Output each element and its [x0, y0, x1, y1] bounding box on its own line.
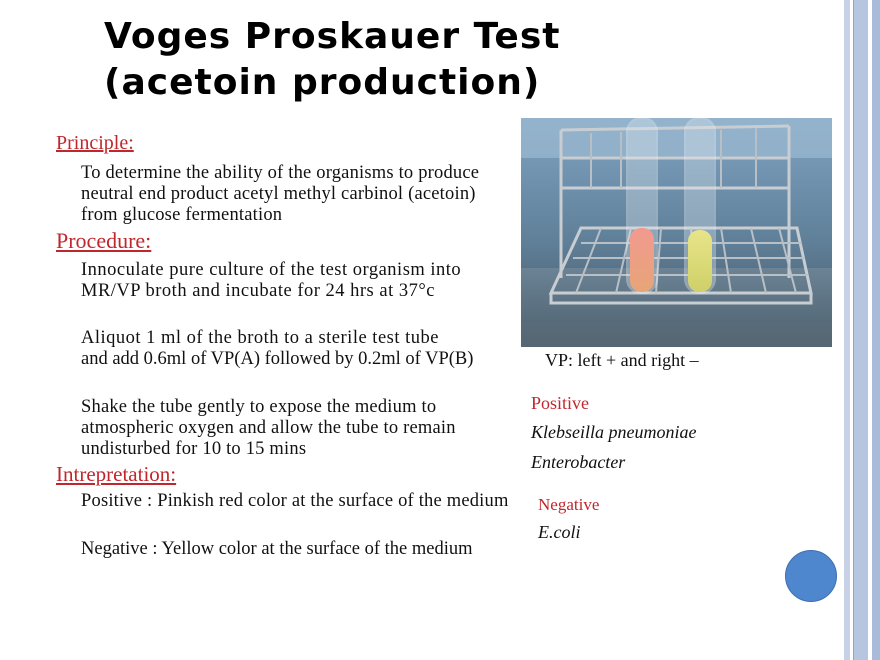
procedure-step-2b: and add 0.6ml of VP(A) followed by 0.2ml of VP(B) [81, 349, 474, 369]
test-tube-photo [521, 118, 832, 347]
decorative-border-stripe [844, 0, 850, 660]
procedure-heading: Procedure: [56, 228, 152, 253]
positive-label: Positive [531, 393, 590, 413]
procedure-step-3: Shake the tube gently to expose the medium to atmospheric oxygen and allow the tube to remain undisturbed for 10 to 15 mins [81, 397, 456, 459]
positive-organism: Enterobacter [531, 452, 626, 472]
positive-organism: Klebseilla pneumoniae [531, 422, 697, 442]
negative-organism: E.coli [538, 522, 581, 542]
title-line-1: Voges Proskauer Test [104, 16, 561, 57]
slide-title [104, 14, 664, 106]
principle-text: To determine the ability of the organisms to produce neutral end product acetyl methyl carbinol (acetoin) from glucose fermentation [81, 163, 480, 225]
image-caption: VP: left + and right – [545, 350, 699, 370]
test-tube-rack-image [521, 118, 832, 347]
interpretation-heading: Intrepretation: [56, 462, 177, 486]
principle-heading: Principle: [56, 132, 134, 154]
procedure-step-2a: Aliquot 1 ml of the broth to a sterile test tube [81, 328, 439, 348]
decorative-circle [785, 550, 837, 602]
decorative-border-stripe [854, 0, 868, 660]
decorative-border-stripe [872, 0, 880, 660]
title-line-2: (acetoin production) [104, 62, 541, 103]
procedure-step-1: Innoculate pure culture of the test organism into MR/VP broth and incubate for 24 hrs at 37°c [81, 260, 462, 301]
negative-label: Negative [538, 495, 600, 514]
interpretation-negative: Negative : Yellow color at the surface of the medium [81, 539, 473, 559]
interpretation-positive: Positive : Pinkish red color at the surface of the medium [81, 491, 509, 511]
